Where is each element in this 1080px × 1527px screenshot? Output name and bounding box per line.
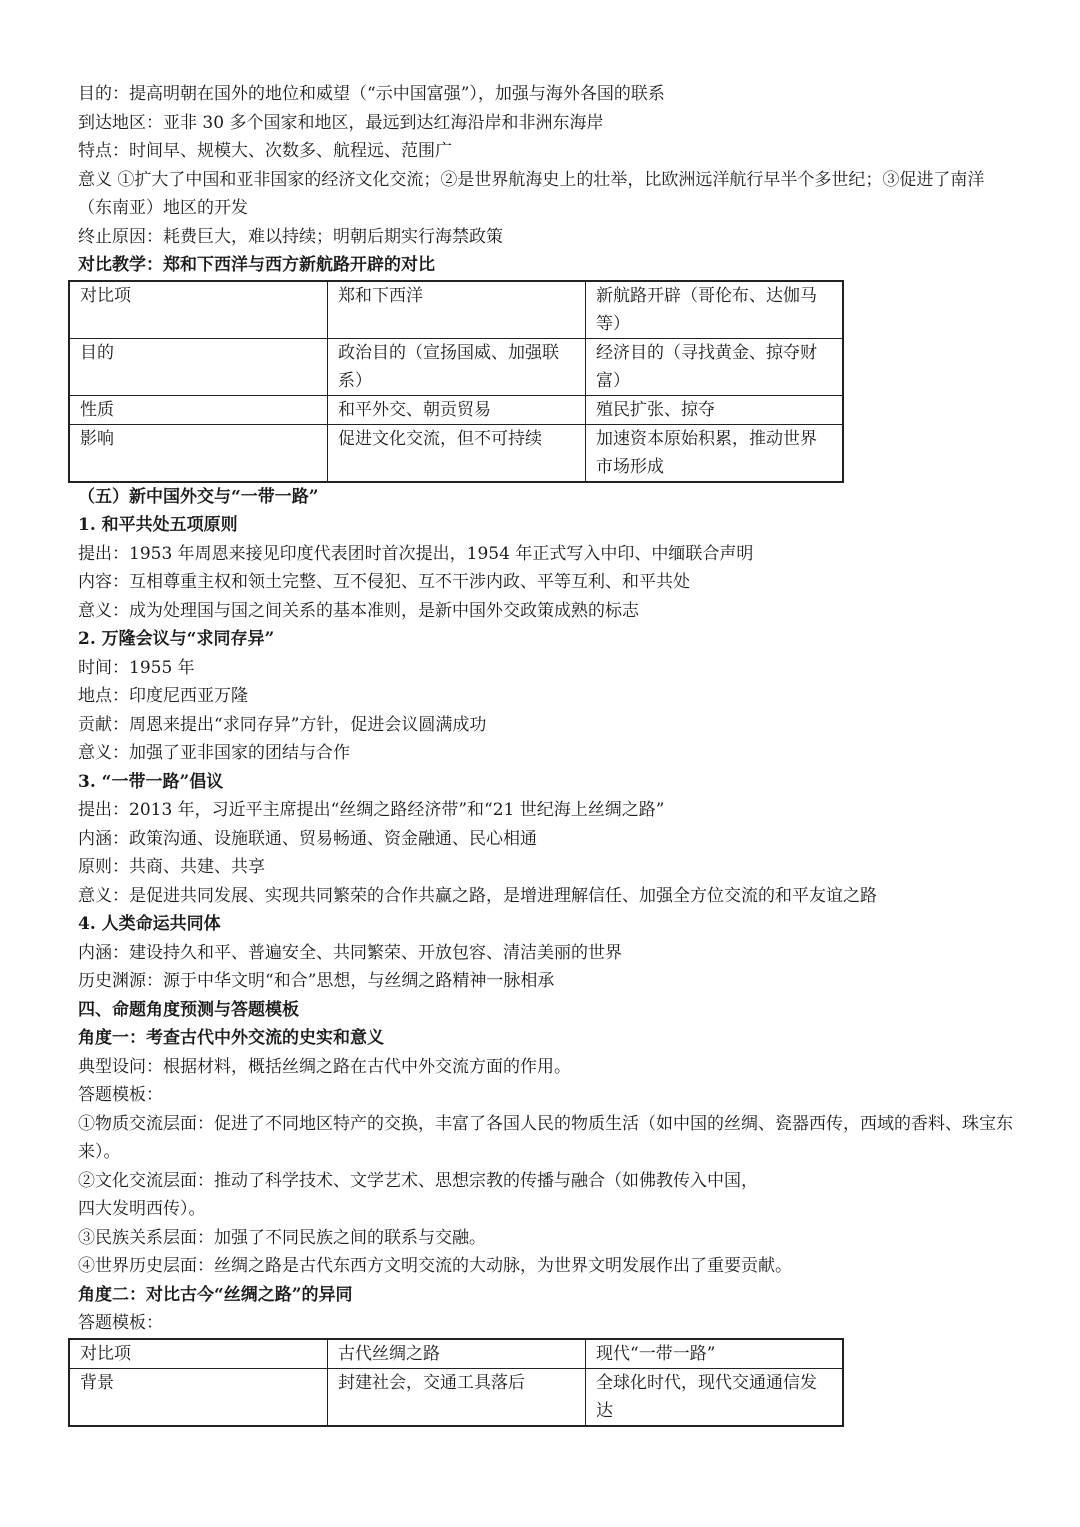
text-line: ②文化交流层面：推动了科学技术、文学艺术、思想宗教的传播与融合（如佛教传入中国， bbox=[78, 1170, 758, 1191]
table-row bbox=[69, 1339, 843, 1369]
section-diplomacy bbox=[78, 483, 1018, 996]
text-line: 提出：2013 年，习近平主席提出“丝绸之路经济带”和“21 世纪海上丝绸之路” bbox=[78, 800, 665, 820]
section-exam-angles bbox=[78, 996, 1018, 1338]
significance-line: 意义 ①扩大了中国和亚非国家的经济文化交流；②是世界航海史上的壮举，比欧洲远洋航行早半个多世纪；③促进了南洋（东南亚）地区的开发 bbox=[78, 169, 985, 218]
text-line: 历史渊源：源于中华文明“和合”思想，与丝绸之路精神一脉相承 bbox=[78, 971, 555, 991]
subheading: 2. 万隆会议与“求同存异” bbox=[78, 629, 275, 649]
table-cell: 政治目的（宣扬国威、加强联系） bbox=[328, 338, 586, 395]
text-line: ④世界历史层面：丝绸之路是古代东西方文明交流的大动脉，为世界文明发展作出了重要贡献。 bbox=[78, 1256, 792, 1276]
table-cell: 对比项 bbox=[69, 1339, 328, 1369]
text-line: 答题模板： bbox=[78, 1085, 163, 1105]
subheading: 角度二：对比古今“丝绸之路”的异同 bbox=[78, 1284, 353, 1305]
text-line: 贡献：周恩来提出“求同存异”方针，促进会议圆满成功 bbox=[78, 714, 487, 735]
text-line: 内涵：建设持久和平、普遍安全、共同繁荣、开放包容、清洁美丽的世界 bbox=[78, 942, 622, 963]
intro-section bbox=[78, 80, 1018, 251]
table-cell: 现代“一带一路” bbox=[586, 1339, 844, 1369]
text-line: 意义：成为处理国与国之间关系的基本准则，是新中国外交政策成熟的标志 bbox=[78, 600, 639, 621]
destination-line: 到达地区：亚非 30 多个国家和地区，最远到达红海沿岸和非洲东海岸 bbox=[78, 112, 604, 133]
section-heading: （五）新中国外交与“一带一路” bbox=[78, 486, 319, 507]
subheading: 3. “一带一路”倡议 bbox=[78, 771, 224, 792]
text-line: 时间：1955 年 bbox=[78, 657, 195, 678]
table-cell: 郑和下西洋 bbox=[328, 281, 586, 339]
subheading: 1. 和平共处五项原则 bbox=[78, 515, 238, 535]
table-row bbox=[69, 338, 843, 395]
table-cell: 和平外交、朝贡贸易 bbox=[328, 395, 586, 424]
text-line: 典型设问：根据材料，概括丝绸之路在古代中外交流方面的作用。 bbox=[78, 1056, 571, 1077]
document-page bbox=[78, 80, 1018, 1427]
comparison-table-silk-road bbox=[68, 1338, 844, 1427]
section-heading: 四、命题角度预测与答题模板 bbox=[78, 999, 299, 1020]
features-line: 特点：时间早、规模大、次数多、航程远、范围广 bbox=[78, 141, 452, 161]
text-line: 四大发明西传）。 bbox=[78, 1199, 206, 1219]
table-cell: 封建社会，交通工具落后 bbox=[328, 1368, 586, 1426]
text-line: 内涵：政策沟通、设施联通、贸易畅通、资金融通、民心相通 bbox=[78, 828, 537, 849]
table-cell: 加速资本原始积累，推动世界市场形成 bbox=[586, 424, 844, 482]
purpose-line: 目的：提高明朝在国外的地位和威望（“示中国富强”），加强与海外各国的联系 bbox=[78, 84, 665, 104]
subheading: 角度一：考查古代中外交流的史实和意义 bbox=[78, 1028, 384, 1048]
table1-title: 对比教学：郑和下西洋与西方新航路开辟的对比 bbox=[78, 255, 435, 275]
table-row bbox=[69, 424, 843, 482]
table-cell: 对比项 bbox=[69, 281, 328, 339]
text-line: ①物质交流层面：促进了不同地区特产的交换，丰富了各国人民的物质生活（如中国的丝绸、瓷器西传，西域的香料、珠宝东来）。 bbox=[78, 1113, 1013, 1162]
subheading: 4. 人类命运共同体 bbox=[78, 914, 221, 934]
text-line: 内容：互相尊重主权和领土完整、互不侵犯、互不干涉内政、平等互利、和平共处 bbox=[78, 572, 690, 592]
table-cell: 新航路开辟（哥伦布、达伽马等） bbox=[586, 281, 844, 339]
table-cell: 影响 bbox=[69, 424, 328, 482]
table-cell: 经济目的（寻找黄金、掠夺财富） bbox=[586, 338, 844, 395]
text-line: 意义：加强了亚非国家的团结与合作 bbox=[78, 743, 350, 763]
text-line: 提出：1953 年周恩来接见印度代表团时首次提出，1954 年正式写入中印、中缅联合声明 bbox=[78, 543, 754, 564]
table-cell: 全球化时代，现代交通通信发达 bbox=[586, 1368, 844, 1426]
table-cell: 性质 bbox=[69, 395, 328, 424]
text-line: 意义：是促进共同发展、实现共同繁荣的合作共赢之路，是增进理解信任、加强全方位交流的和平友谊之路 bbox=[78, 885, 877, 906]
text-line: 原则：共商、共建、共享 bbox=[78, 857, 265, 877]
table-cell: 古代丝绸之路 bbox=[328, 1339, 586, 1369]
table-row bbox=[69, 1368, 843, 1426]
text-line: ③民族关系层面：加强了不同民族之间的联系与交融。 bbox=[78, 1227, 486, 1248]
table-cell: 背景 bbox=[69, 1368, 328, 1426]
text-line: 地点：印度尼西亚万隆 bbox=[78, 686, 248, 706]
table-row bbox=[69, 281, 843, 339]
comparison-table-voyages bbox=[68, 280, 844, 483]
table-cell: 殖民扩张、掠夺 bbox=[586, 395, 844, 424]
table-row bbox=[69, 395, 843, 424]
table-cell: 促进文化交流，但不可持续 bbox=[328, 424, 586, 482]
end-reason-line: 终止原因：耗费巨大，难以持续；明朝后期实行海禁政策 bbox=[78, 226, 503, 247]
table-cell: 目的 bbox=[69, 338, 328, 395]
text-line: 答题模板： bbox=[78, 1313, 163, 1333]
